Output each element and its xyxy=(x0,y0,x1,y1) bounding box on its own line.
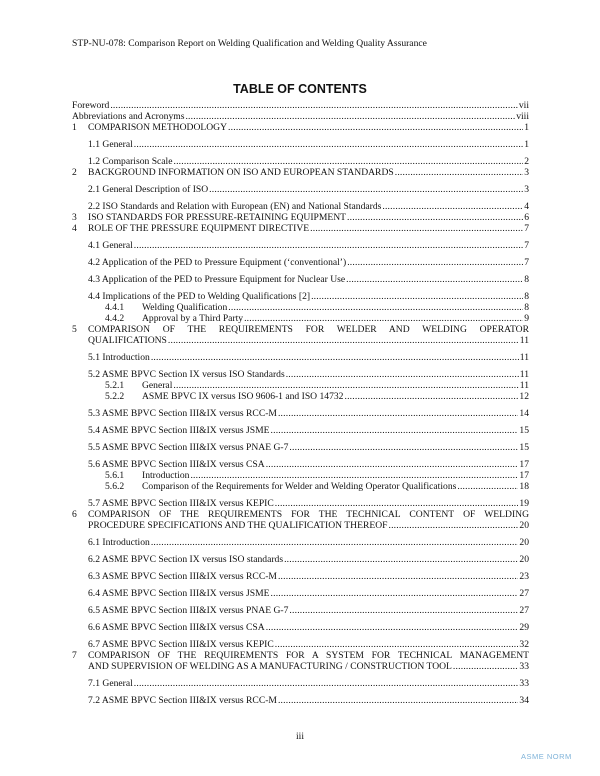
toc-entry[interactable] xyxy=(72,324,529,346)
toc-leader-dots xyxy=(134,678,519,689)
toc-entry-title: 5.5 ASME BPVC Section III&IX versus PNAE G-7 xyxy=(88,442,289,453)
toc-entry-title: ASME BPVC IX versus ISO 9606-1 and ISO 14732 xyxy=(142,391,344,402)
toc-entry[interactable] xyxy=(72,291,529,302)
toc-entry-title: ROLE OF THE PRESSURE EQUIPMENT DIRECTIVE xyxy=(88,223,310,234)
toc-entry-title: 1.1 General xyxy=(88,139,133,150)
toc-entry[interactable] xyxy=(72,425,529,436)
toc-entry-page: 7 xyxy=(524,240,529,251)
toc-entry-page: 8 xyxy=(524,291,529,302)
toc-entry-page: 8 xyxy=(524,302,529,313)
toc-entry[interactable] xyxy=(72,588,529,599)
toc-entry-number: 4 xyxy=(72,223,77,234)
toc-entry-title: Comparison of the Requirements for Welder and Welding Operator Qualifications xyxy=(142,481,457,492)
toc-entry[interactable] xyxy=(72,240,529,251)
toc-entry-title: BACKGROUND INFORMATION ON ISO AND EUROPEAN STANDARDS xyxy=(88,167,394,178)
toc-leader-dots xyxy=(271,588,519,599)
toc-entry-page: 33 xyxy=(519,661,529,672)
toc-leader-dots xyxy=(173,156,523,167)
toc-leader-dots xyxy=(344,391,518,402)
toc-entry-title: 1.2 Comparison Scale xyxy=(88,156,173,167)
toc-entry-number: 4.4.1 xyxy=(105,302,125,313)
toc-entry-title: COMPARISON OF THE REQUIREMENTS FOR THE TECHNICAL CONTENT OF WELDING xyxy=(88,509,529,520)
toc-leader-dots xyxy=(168,335,519,346)
toc-entry-number: 5.2.2 xyxy=(105,391,125,402)
toc-entry[interactable] xyxy=(72,212,529,223)
toc-leader-dots xyxy=(278,408,518,419)
toc-entry[interactable] xyxy=(72,470,529,481)
toc-entry-title: 6.6 ASME BPVC Section III&IX versus CSA xyxy=(88,622,265,633)
toc-entry-page: 9 xyxy=(524,313,529,324)
toc-leader-dots xyxy=(278,571,518,582)
toc-entry[interactable] xyxy=(72,571,529,582)
toc-leader-dots xyxy=(271,425,519,436)
toc-entry[interactable] xyxy=(72,537,529,548)
toc-entry-title: 6.7 ASME BPVC Section III&IX versus KEPIC xyxy=(88,639,274,650)
toc-entry-page: 20 xyxy=(519,537,529,548)
toc-leader-dots xyxy=(395,167,523,178)
toc-entry-page: 23 xyxy=(519,571,529,582)
toc-leader-dots xyxy=(266,459,519,470)
toc-entry[interactable] xyxy=(72,274,529,285)
toc-leader-dots xyxy=(244,313,523,324)
toc-leader-dots xyxy=(388,520,518,531)
toc-leader-dots xyxy=(266,622,519,633)
toc-entry-page: 34 xyxy=(519,695,529,706)
toc-entry-title: 5.6 ASME BPVC Section III&IX versus CSA xyxy=(88,459,265,470)
toc-leader-dots xyxy=(346,274,523,285)
toc-entry-title: 6.5 ASME BPVC Section III&IX versus PNAE G-7 xyxy=(88,605,289,616)
toc-entry-number: 3 xyxy=(72,212,77,223)
toc-entry-title: 2.2 ISO Standards and Relation with European (EN) and National Standards xyxy=(88,201,382,212)
toc-entry[interactable] xyxy=(72,201,529,212)
toc-entry-title: COMPARISON OF THE REQUIREMENTS FOR A SYSTEM FOR TECHNICAL MANAGEMENT xyxy=(88,650,529,661)
toc-entry[interactable] xyxy=(72,111,529,122)
toc-entry[interactable] xyxy=(72,167,529,178)
toc-leader-dots xyxy=(134,139,523,150)
toc-entry-number: 4.4.2 xyxy=(105,313,125,324)
toc-entry-number: 5.2.1 xyxy=(105,380,125,391)
toc-entry[interactable] xyxy=(72,391,529,402)
toc-entry[interactable] xyxy=(72,223,529,234)
toc-entry-page: 4 xyxy=(524,201,529,212)
toc-entry-title: 4.4 Implications of the PED to Welding Qualifications [2] xyxy=(88,291,311,302)
toc-entry-number: 1 xyxy=(72,122,77,133)
toc-entry[interactable] xyxy=(72,408,529,419)
toc-leader-dots xyxy=(457,481,518,492)
toc-entry-page: 11 xyxy=(519,335,529,346)
toc-leader-dots xyxy=(453,661,518,672)
toc-entry-title: 5.2 ASME BPVC Section IX versus ISO Standards xyxy=(88,369,285,380)
toc-leader-dots xyxy=(151,537,519,548)
toc-entry[interactable] xyxy=(72,139,529,150)
toc-entry-page: 29 xyxy=(519,622,529,633)
toc-entry-title: 2.1 General Description of ISO xyxy=(88,184,209,195)
toc-entry-page: 11 xyxy=(519,369,529,380)
toc-entry-number: 5 xyxy=(72,324,77,335)
page-number: iii xyxy=(296,731,304,742)
toc-entry[interactable] xyxy=(72,100,529,111)
toc-entry[interactable] xyxy=(72,313,529,324)
toc-entry-page: 18 xyxy=(519,481,529,492)
toc-entry-page: 3 xyxy=(524,167,529,178)
toc-entry-page: 2 xyxy=(524,156,529,167)
toc-leader-dots xyxy=(151,352,519,363)
toc-entry-title-continued: QUALIFICATIONS xyxy=(88,335,167,346)
toc-entry-page: 6 xyxy=(524,212,529,223)
toc-leader-dots xyxy=(311,291,523,302)
toc-entry-title: Introduction xyxy=(142,470,190,481)
toc-entry[interactable] xyxy=(72,554,529,565)
toc-leader-dots xyxy=(110,100,518,111)
toc-entry-title: 5.4 ASME BPVC Section III&IX versus JSME xyxy=(88,425,270,436)
toc-entry[interactable] xyxy=(72,481,529,492)
toc-entry-title: 6.2 ASME BPVC Section IX versus ISO standards xyxy=(88,554,284,565)
toc-entry-title: COMPARISON METHODOLOGY xyxy=(88,122,228,133)
toc-entry[interactable] xyxy=(72,459,529,470)
toc-leader-dots xyxy=(347,257,523,268)
toc-entry-title: 4.1 General xyxy=(88,240,133,251)
toc-entry-title: 4.3 Application of the PED to Pressure Equipment for Nuclear Use xyxy=(88,274,346,285)
toc-entry-title: Abbreviations and Acronyms xyxy=(72,111,185,122)
toc-entry-page: 20 xyxy=(519,520,529,531)
toc-leader-dots xyxy=(382,201,523,212)
toc-entry-page: 11 xyxy=(519,352,529,363)
watermark-logo: ASME NORM xyxy=(521,752,572,761)
toc-entry-title: 7.1 General xyxy=(88,678,133,689)
toc-entry-number: 6 xyxy=(72,509,77,520)
toc-entry[interactable] xyxy=(72,156,529,167)
toc-entry-page: 32 xyxy=(519,639,529,650)
toc-entry-page: viii xyxy=(516,111,529,122)
toc-leader-dots xyxy=(134,240,523,251)
toc-entry-title: COMPARISON OF THE REQUIREMENTS FOR WELDER AND WELDING OPERATOR xyxy=(88,324,529,335)
toc-entry[interactable] xyxy=(72,257,529,268)
toc-entry-page: 7 xyxy=(524,257,529,268)
toc-entry[interactable] xyxy=(72,650,529,672)
toc-entry-page: 7 xyxy=(524,223,529,234)
toc-entry-page: 17 xyxy=(519,470,529,481)
toc-leader-dots xyxy=(190,470,518,481)
toc-entry-title: Welding Qualification xyxy=(142,302,228,313)
toc-entry-page: 20 xyxy=(519,554,529,565)
toc-entry[interactable] xyxy=(72,498,529,509)
toc-entry-page: 8 xyxy=(524,274,529,285)
toc-entry[interactable] xyxy=(72,122,529,133)
toc-leader-dots xyxy=(286,369,519,380)
toc-entry-title: 5.7 ASME BPVC Section III&IX versus KEPIC xyxy=(88,498,274,509)
toc-leader-dots xyxy=(228,302,523,313)
toc-leader-dots xyxy=(284,554,518,565)
toc-entry-number: 5.6.1 xyxy=(105,470,125,481)
toc-entry[interactable] xyxy=(72,639,529,650)
toc-entry[interactable] xyxy=(72,509,529,531)
toc-leader-dots xyxy=(289,605,518,616)
toc-entry-title: Approval by a Third Party xyxy=(142,313,244,324)
table-of-contents xyxy=(72,100,529,706)
toc-entry[interactable] xyxy=(72,184,529,195)
toc-entry-title: 6.1 Introduction xyxy=(88,537,150,548)
toc-entry-page: vii xyxy=(518,100,529,111)
toc-entry-title: 7.2 ASME BPVC Section III&IX versus RCC-M xyxy=(88,695,277,706)
toc-entry-page: 15 xyxy=(519,425,529,436)
toc-leader-dots xyxy=(173,380,518,391)
toc-entry[interactable] xyxy=(72,678,529,689)
toc-entry-page: 1 xyxy=(524,122,529,133)
toc-entry-page: 33 xyxy=(519,678,529,689)
toc-leader-dots xyxy=(275,498,519,509)
toc-entry[interactable] xyxy=(72,302,529,313)
toc-entry-title: Foreword xyxy=(72,100,110,111)
toc-leader-dots xyxy=(228,122,523,133)
toc-entry-page: 11 xyxy=(519,380,529,391)
toc-entry-page: 1 xyxy=(524,139,529,150)
toc-entry-page: 15 xyxy=(519,442,529,453)
toc-entry-page: 27 xyxy=(519,605,529,616)
toc-entry-page: 12 xyxy=(519,391,529,402)
toc-entry-title: 5.1 Introduction xyxy=(88,352,150,363)
toc-entry-title-continued: PROCEDURE SPECIFICATIONS AND THE QUALIFICATION THEREOF xyxy=(88,520,388,531)
toc-entry-title: 6.3 ASME BPVC Section III&IX versus RCC-M xyxy=(88,571,277,582)
toc-leader-dots xyxy=(185,111,515,122)
toc-entry-page: 3 xyxy=(524,184,529,195)
toc-entry-number: 7 xyxy=(72,650,77,661)
toc-leader-dots xyxy=(289,442,518,453)
toc-entry-page: 14 xyxy=(519,408,529,419)
toc-entry-title-continued: AND SUPERVISION OF WELDING AS A MANUFACTURING / CONSTRUCTION TOOL xyxy=(88,661,452,672)
toc-entry[interactable] xyxy=(72,605,529,616)
toc-entry-number: 2 xyxy=(72,167,77,178)
page-header: STP-NU-078: Comparison Report on Welding Qualification and Welding Quality Assurance xyxy=(72,38,427,49)
toc-leader-dots xyxy=(278,695,518,706)
toc-leader-dots xyxy=(347,212,523,223)
toc-leader-dots xyxy=(209,184,523,195)
toc-entry[interactable] xyxy=(72,369,529,380)
toc-entry-page: 27 xyxy=(519,588,529,599)
toc-entry-title: 6.4 ASME BPVC Section III&IX versus JSME xyxy=(88,588,270,599)
toc-leader-dots xyxy=(275,639,519,650)
toc-entry-title: 4.2 Application of the PED to Pressure Equipment (‘conventional’) xyxy=(88,257,347,268)
toc-entry[interactable] xyxy=(72,352,529,363)
toc-leader-dots xyxy=(310,223,523,234)
toc-entry[interactable] xyxy=(72,695,529,706)
toc-entry-title: General xyxy=(142,380,173,391)
toc-entry-number: 5.6.2 xyxy=(105,481,125,492)
toc-entry[interactable] xyxy=(72,622,529,633)
toc-entry-title: ISO STANDARDS FOR PRESSURE-RETAINING EQUIPMENT xyxy=(88,212,347,223)
toc-entry-page: 19 xyxy=(519,498,529,509)
toc-entry-title: 5.3 ASME BPVC Section III&IX versus RCC-M xyxy=(88,408,277,419)
toc-entry-page: 17 xyxy=(519,459,529,470)
toc-entry[interactable] xyxy=(72,380,529,391)
toc-entry[interactable] xyxy=(72,442,529,453)
page-title: TABLE OF CONTENTS xyxy=(233,82,367,96)
